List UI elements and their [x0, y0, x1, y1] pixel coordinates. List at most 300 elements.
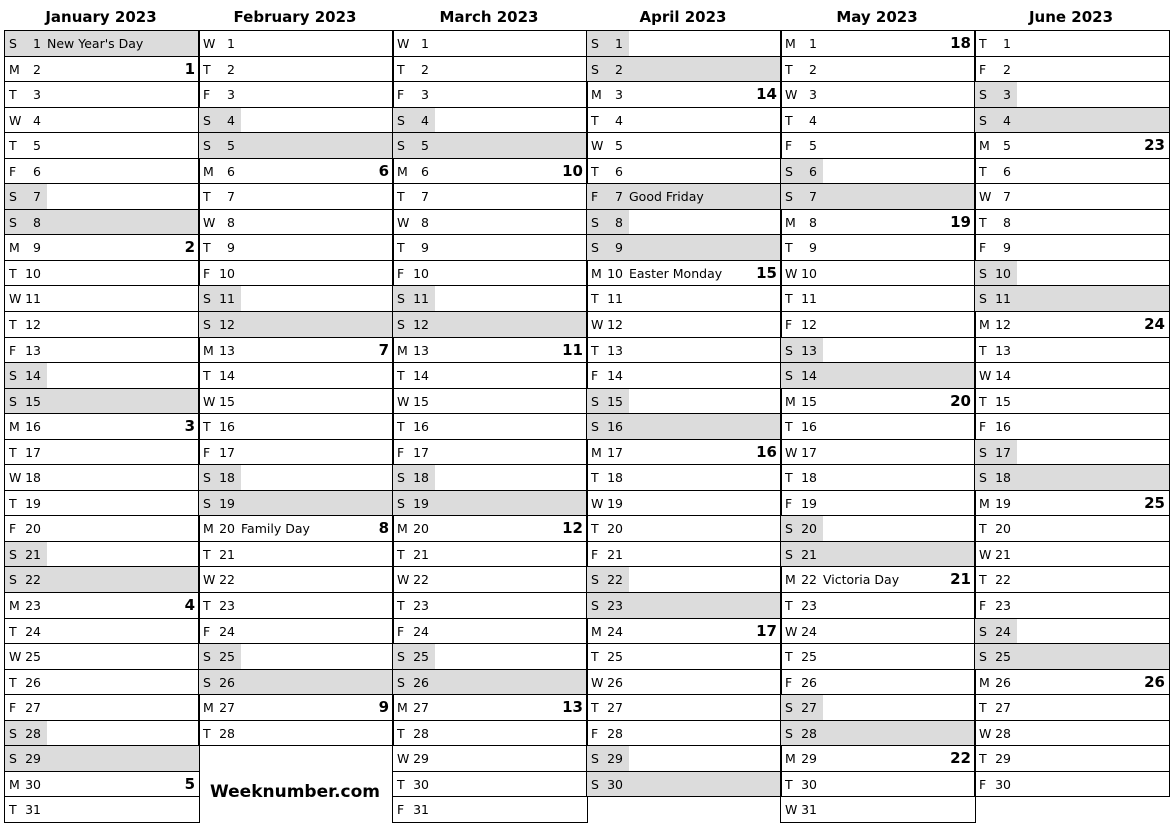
weekday-letter: W	[203, 36, 216, 51]
day-row	[393, 184, 587, 210]
day-row	[5, 542, 199, 568]
day-row	[199, 670, 393, 696]
day-number: 26	[25, 674, 41, 690]
month-title: February 2023	[233, 8, 357, 26]
day-number: 26	[607, 674, 623, 690]
weekday-letter: T	[203, 189, 211, 205]
day-number: 18	[219, 470, 235, 486]
day-row	[199, 619, 393, 645]
day-number: 1	[33, 36, 41, 51]
day-row	[587, 440, 781, 466]
day-number: 27	[801, 700, 817, 716]
day-number: 5	[33, 138, 41, 154]
day-row	[975, 159, 1169, 185]
day-number: 7	[33, 189, 41, 205]
weekday-letter: T	[9, 802, 17, 818]
day-row	[975, 82, 1169, 108]
month-column	[780, 4, 974, 824]
day-number: 29	[25, 751, 41, 767]
weekday-letter: T	[203, 725, 211, 741]
day-row	[781, 695, 975, 721]
day-list	[198, 30, 394, 746]
day-row	[393, 516, 587, 542]
weekday-letter: F	[203, 623, 211, 639]
weekday-letter: F	[397, 623, 405, 639]
weekday-letter: S	[785, 700, 793, 716]
day-number: 9	[1003, 240, 1011, 256]
day-number: 30	[801, 776, 817, 792]
day-number: 20	[413, 521, 429, 537]
day-number: 19	[219, 495, 235, 511]
day-number: 10	[607, 265, 623, 281]
weekday-letter: S	[397, 112, 405, 128]
weekday-letter: S	[979, 623, 987, 639]
brand-text: Weeknumber.com	[209, 782, 381, 803]
day-row	[975, 108, 1169, 134]
weekday-letter: F	[9, 163, 17, 179]
week-number: 8	[378, 519, 389, 538]
day-row	[393, 338, 587, 364]
day-number: 21	[995, 546, 1011, 562]
day-number: 31	[801, 802, 817, 818]
weekday-letter: M	[785, 751, 796, 767]
weekday-letter: M	[397, 521, 408, 537]
month-title: June 2023	[1028, 8, 1114, 26]
weekday-letter: F	[979, 419, 987, 435]
week-number: 11	[562, 340, 583, 359]
day-row	[393, 593, 587, 619]
day-row	[393, 695, 587, 721]
weekday-letter: M	[785, 214, 796, 230]
weekday-letter: T	[591, 649, 599, 665]
day-number: 15	[25, 393, 41, 409]
day-number: 19	[25, 495, 41, 511]
day-number: 22	[25, 572, 41, 588]
weekday-letter: W	[979, 725, 992, 741]
weekday-letter: S	[591, 36, 599, 51]
weekday-letter: T	[785, 776, 793, 792]
day-number: 27	[995, 700, 1011, 716]
day-number: 11	[995, 291, 1011, 307]
weekday-letter: T	[9, 265, 17, 281]
weekday-letter: S	[397, 291, 405, 307]
weekday-letter: T	[9, 495, 17, 511]
day-row	[199, 389, 393, 415]
day-number: 31	[25, 802, 41, 818]
weekday-letter: M	[979, 138, 990, 154]
day-number: 19	[607, 495, 623, 511]
day-row	[975, 312, 1169, 338]
day-number: 8	[227, 214, 235, 230]
weekday-letter: M	[9, 776, 20, 792]
week-number: 22	[950, 749, 971, 768]
day-number: 1	[421, 36, 429, 51]
weekday-letter: S	[785, 546, 793, 562]
day-row	[5, 57, 199, 83]
day-row	[199, 695, 393, 721]
week-number: 10	[562, 161, 583, 180]
day-number: 26	[995, 674, 1011, 690]
day-number: 3	[1003, 87, 1011, 103]
day-row	[587, 542, 781, 568]
weekday-letter: F	[9, 521, 17, 537]
day-number: 14	[801, 368, 817, 384]
day-row	[781, 516, 975, 542]
day-row	[5, 567, 199, 593]
day-number: 12	[413, 317, 429, 333]
week-number: 6	[378, 161, 389, 180]
day-number: 8	[809, 214, 817, 230]
weekday-letter: S	[979, 265, 987, 281]
day-row	[393, 746, 587, 772]
weekday-letter: F	[397, 265, 405, 281]
day-number: 18	[995, 470, 1011, 486]
day-row	[393, 261, 587, 287]
day-number: 4	[809, 112, 817, 128]
day-row	[781, 57, 975, 83]
day-row	[781, 108, 975, 134]
weekday-letter: T	[9, 623, 17, 639]
day-row	[587, 286, 781, 312]
day-row	[5, 465, 199, 491]
day-row	[781, 133, 975, 159]
day-row	[587, 235, 781, 261]
week-number: 24	[1144, 315, 1165, 334]
weekday-letter: W	[397, 572, 410, 588]
day-row	[781, 797, 975, 823]
weekday-letter: T	[591, 163, 599, 179]
day-row	[199, 465, 393, 491]
day-row	[975, 619, 1169, 645]
weekday-letter: M	[203, 700, 214, 716]
day-number: 25	[413, 649, 429, 665]
day-row	[393, 491, 587, 517]
day-row	[5, 82, 199, 108]
day-row	[5, 797, 199, 823]
day-number: 8	[33, 214, 41, 230]
week-number: 19	[950, 212, 971, 231]
weekday-letter: M	[785, 393, 796, 409]
day-row	[781, 593, 975, 619]
weekday-letter: T	[785, 240, 793, 256]
day-number: 4	[33, 112, 41, 128]
weekday-letter: F	[9, 700, 17, 716]
day-row	[781, 184, 975, 210]
day-row	[393, 159, 587, 185]
weekday-letter: T	[979, 572, 987, 588]
day-number: 9	[227, 240, 235, 256]
day-row	[587, 389, 781, 415]
day-number: 28	[413, 725, 429, 741]
day-number: 27	[219, 700, 235, 716]
weekday-letter: W	[591, 138, 604, 154]
weekday-letter: T	[785, 649, 793, 665]
day-number: 22	[995, 572, 1011, 588]
weekday-letter: T	[591, 342, 599, 358]
day-row	[587, 312, 781, 338]
day-row	[199, 491, 393, 517]
holiday-name: Victoria Day	[823, 572, 900, 588]
weekday-letter: T	[785, 470, 793, 486]
day-row	[975, 133, 1169, 159]
weekday-letter: T	[979, 700, 987, 716]
day-row	[587, 414, 781, 440]
day-row	[781, 721, 975, 747]
weekday-letter: T	[979, 342, 987, 358]
day-number: 7	[1003, 189, 1011, 205]
day-number: 16	[25, 419, 41, 435]
day-row	[781, 82, 975, 108]
weekday-letter: M	[979, 317, 990, 333]
month-column	[974, 4, 1168, 824]
weekday-letter: T	[397, 776, 405, 792]
day-row	[393, 542, 587, 568]
week-number: 26	[1144, 672, 1165, 691]
day-row	[587, 567, 781, 593]
day-number: 19	[413, 495, 429, 511]
weekday-letter: S	[979, 444, 987, 460]
weekday-letter: F	[9, 342, 17, 358]
weekday-letter: W	[591, 317, 604, 333]
day-row	[199, 363, 393, 389]
weekday-letter: S	[9, 393, 17, 409]
day-row	[975, 31, 1169, 57]
weekday-letter: S	[979, 87, 987, 103]
weekday-letter: T	[397, 598, 405, 614]
day-row	[975, 286, 1169, 312]
day-list	[392, 30, 588, 823]
day-number: 16	[219, 419, 235, 435]
day-row	[393, 389, 587, 415]
day-row	[5, 312, 199, 338]
weekday-letter: T	[979, 393, 987, 409]
weekday-letter: T	[203, 598, 211, 614]
week-number: 7	[378, 340, 389, 359]
holiday-name: Family Day	[241, 521, 310, 537]
day-list	[586, 30, 782, 797]
day-number: 2	[615, 61, 623, 77]
weekday-letter: S	[397, 649, 405, 665]
day-row	[5, 644, 199, 670]
day-row	[393, 772, 587, 798]
day-number: 25	[219, 649, 235, 665]
day-number: 10	[25, 265, 41, 281]
day-row	[5, 491, 199, 517]
day-number: 20	[25, 521, 41, 537]
weekday-letter: F	[785, 138, 793, 154]
day-number: 30	[413, 776, 429, 792]
day-row	[5, 440, 199, 466]
weekday-letter: S	[591, 240, 599, 256]
day-number: 24	[995, 623, 1011, 639]
weekday-letter: T	[203, 368, 211, 384]
weekday-letter: T	[979, 521, 987, 537]
day-number: 1	[1003, 36, 1011, 51]
weekday-letter: F	[397, 444, 405, 460]
day-row	[393, 312, 587, 338]
weekday-letter: M	[591, 623, 602, 639]
day-number: 13	[995, 342, 1011, 358]
weekday-letter: S	[203, 470, 211, 486]
day-row	[393, 363, 587, 389]
day-row	[975, 695, 1169, 721]
weekday-letter: W	[785, 802, 798, 818]
day-number: 1	[227, 36, 235, 51]
weekday-letter: T	[785, 61, 793, 77]
weekday-letter: M	[9, 419, 20, 435]
day-row	[199, 542, 393, 568]
weekday-letter: F	[397, 87, 405, 103]
day-number: 14	[25, 368, 41, 384]
weekday-letter: M	[979, 674, 990, 690]
day-number: 5	[809, 138, 817, 154]
weekday-letter: F	[785, 495, 793, 511]
week-number: 23	[1144, 136, 1165, 155]
day-row	[975, 235, 1169, 261]
day-row	[587, 695, 781, 721]
day-number: 2	[227, 61, 235, 77]
day-number: 26	[801, 674, 817, 690]
day-row	[975, 210, 1169, 236]
day-number: 27	[607, 700, 623, 716]
day-row	[781, 542, 975, 568]
weekday-letter: W	[9, 291, 22, 307]
week-number: 15	[756, 263, 777, 282]
day-number: 12	[25, 317, 41, 333]
day-number: 15	[607, 393, 623, 409]
weekday-letter: S	[203, 317, 211, 333]
day-row	[587, 108, 781, 134]
weekday-letter: T	[9, 674, 17, 690]
day-row	[781, 644, 975, 670]
week-number: 9	[378, 698, 389, 717]
day-number: 5	[227, 138, 235, 154]
day-row	[975, 670, 1169, 696]
day-number: 30	[995, 776, 1011, 792]
day-number: 17	[413, 444, 429, 460]
weekday-letter: F	[203, 265, 211, 281]
day-row	[587, 159, 781, 185]
day-row	[199, 516, 393, 542]
day-number: 21	[219, 546, 235, 562]
day-number: 13	[607, 342, 623, 358]
day-number: 10	[995, 265, 1011, 281]
day-row	[587, 644, 781, 670]
day-row	[781, 465, 975, 491]
day-number: 23	[219, 598, 235, 614]
weekday-letter: T	[397, 61, 405, 77]
day-number: 20	[219, 521, 235, 537]
day-number: 3	[227, 87, 235, 103]
weekday-letter: F	[785, 674, 793, 690]
day-number: 11	[25, 291, 41, 307]
day-number: 6	[421, 163, 429, 179]
day-row	[587, 338, 781, 364]
weekday-letter: T	[397, 189, 405, 205]
day-row	[5, 670, 199, 696]
day-row	[199, 235, 393, 261]
weekday-letter: W	[785, 87, 798, 103]
day-row	[199, 440, 393, 466]
holiday-name: Good Friday	[629, 189, 704, 205]
weekday-letter: S	[397, 317, 405, 333]
day-number: 25	[607, 649, 623, 665]
day-number: 26	[413, 674, 429, 690]
weekday-letter: W	[397, 393, 410, 409]
day-number: 20	[801, 521, 817, 537]
day-number: 30	[25, 776, 41, 792]
day-number: 5	[421, 138, 429, 154]
day-row	[781, 670, 975, 696]
weekday-letter: M	[397, 700, 408, 716]
day-number: 7	[421, 189, 429, 205]
weekday-letter: F	[591, 368, 599, 384]
day-number: 8	[1003, 214, 1011, 230]
day-number: 8	[615, 214, 623, 230]
day-row	[781, 235, 975, 261]
day-row	[199, 184, 393, 210]
week-number: 4	[184, 596, 195, 615]
day-row	[199, 338, 393, 364]
weekday-letter: T	[397, 240, 405, 256]
day-row	[5, 184, 199, 210]
week-number: 2	[184, 238, 195, 257]
weekday-letter: S	[397, 495, 405, 511]
weekday-letter: S	[979, 470, 987, 486]
month-title: April 2023	[639, 8, 727, 26]
day-row	[587, 465, 781, 491]
day-row	[199, 133, 393, 159]
day-row	[781, 286, 975, 312]
day-row	[393, 721, 587, 747]
day-number: 5	[615, 138, 623, 154]
day-row	[199, 567, 393, 593]
weekday-letter: T	[979, 36, 987, 51]
weekday-letter: F	[203, 87, 211, 103]
day-row	[199, 210, 393, 236]
day-number: 27	[413, 700, 429, 716]
weekday-letter: S	[785, 725, 793, 741]
day-row	[781, 414, 975, 440]
weekday-letter: S	[591, 214, 599, 230]
day-number: 31	[413, 802, 429, 818]
weekday-letter: T	[397, 368, 405, 384]
day-row	[5, 414, 199, 440]
day-number: 21	[607, 546, 623, 562]
day-number: 28	[25, 725, 41, 741]
day-row	[975, 414, 1169, 440]
day-row	[781, 159, 975, 185]
day-row	[587, 516, 781, 542]
weekday-letter: S	[9, 751, 17, 767]
day-row	[587, 619, 781, 645]
weekday-letter: S	[591, 598, 599, 614]
weekday-letter: T	[9, 138, 17, 154]
day-row	[975, 338, 1169, 364]
day-number: 2	[809, 61, 817, 77]
day-number: 30	[607, 776, 623, 792]
weekday-letter: T	[785, 419, 793, 435]
holiday-name: New Year's Day	[47, 36, 144, 51]
day-number: 17	[801, 444, 817, 460]
weekday-letter: T	[785, 598, 793, 614]
day-number: 28	[219, 725, 235, 741]
day-number: 7	[615, 189, 623, 205]
day-number: 14	[995, 368, 1011, 384]
day-number: 29	[413, 751, 429, 767]
weekday-letter: T	[203, 240, 211, 256]
weekday-letter: T	[9, 317, 17, 333]
